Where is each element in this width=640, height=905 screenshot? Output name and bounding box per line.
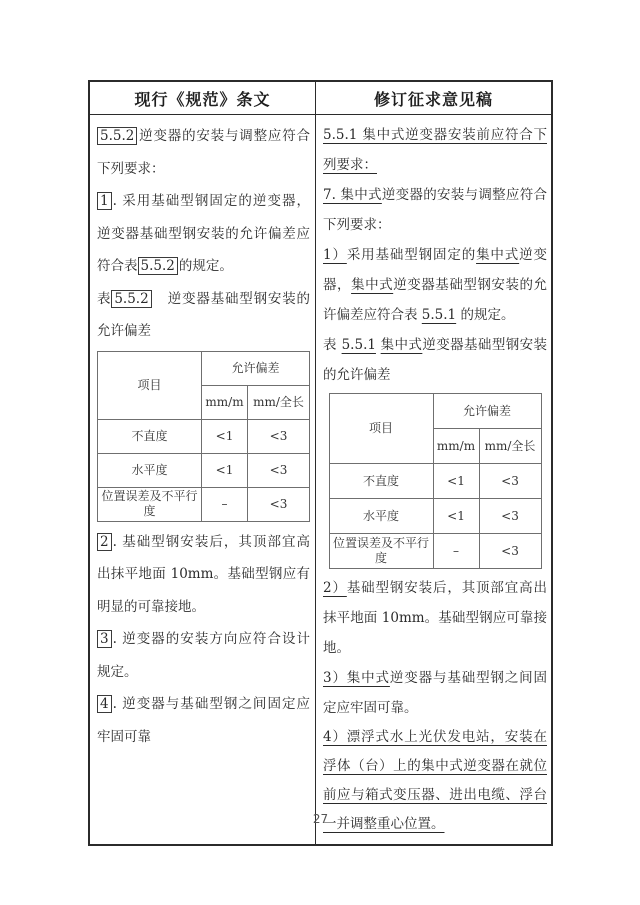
- text-segment: 采用基础型钢固定的: [346, 247, 477, 263]
- cell-row-item: 水平度: [98, 453, 202, 487]
- clause-intro-paragraph: [97, 120, 310, 185]
- text-segment: 5.5.1: [421, 307, 457, 323]
- cell-row-value: –: [433, 534, 479, 569]
- revised-item1-paragraph: [323, 240, 547, 330]
- clause-item3-paragraph: [97, 623, 310, 688]
- cell-row-value: <1: [202, 419, 248, 453]
- tolerance-table-revised: [329, 393, 542, 569]
- text-segment: 5.5.2: [97, 127, 137, 145]
- text-segment: 5.5.2: [138, 257, 178, 275]
- cell-unit-mm-per-m: mm/m: [202, 385, 248, 419]
- text-segment: 集中式: [476, 247, 520, 263]
- text-segment: 集中式: [351, 277, 394, 293]
- table-row: [329, 394, 541, 429]
- text-segment: 的规定。: [178, 258, 233, 274]
- cell-row-value: <3: [248, 487, 310, 521]
- column-header-current-spec: 现行《规范》条文: [90, 82, 316, 114]
- cell-row-value: <1: [202, 453, 248, 487]
- revised-item7-paragraph: [323, 180, 547, 240]
- table-caption: [323, 330, 547, 390]
- table-body-row: [90, 115, 551, 844]
- spec-comparison-table: [88, 80, 553, 846]
- table-row: [329, 534, 541, 569]
- column-header-revision-draft: 修订征求意见稿: [373, 90, 493, 109]
- revision-draft-column: [316, 115, 551, 844]
- text-segment: 3: [97, 630, 112, 648]
- cell-unit-mm-per-m: mm/m: [433, 429, 479, 464]
- text-segment: 1: [97, 192, 112, 210]
- text-segment: 逆变器的安装与调整应符合下列要求：: [97, 128, 310, 177]
- text-segment: 逆变器的安装与调整应符合下列要求：: [323, 187, 548, 233]
- cell-deviation-header: 允许偏差: [202, 351, 310, 385]
- text-segment: 5.5.1 集中式逆变器安装前应符合下列要求：: [323, 127, 547, 173]
- clause-item4-paragraph: [97, 688, 310, 753]
- text-segment: 的规定。: [456, 307, 515, 323]
- text-segment: 表: [323, 337, 342, 353]
- text-segment: . 逆变器与基础型钢之间固定应牢固可靠: [97, 696, 310, 745]
- text-segment: 2: [97, 533, 112, 551]
- text-segment: 1）: [323, 247, 347, 263]
- table-row: [98, 419, 310, 453]
- cell-deviation-header: 允许偏差: [433, 394, 541, 429]
- table-row: [98, 487, 310, 521]
- text-segment: . 采用基础型钢固定的逆变器，逆变器基础型钢安装的允许偏差应符合表: [97, 193, 310, 274]
- text-segment: 5.5.2: [111, 290, 151, 308]
- cell-row-value: <3: [248, 419, 310, 453]
- current-spec-column: [90, 115, 316, 844]
- cell-row-item: 位置误差及不平行度: [329, 534, 433, 569]
- revised-heading-paragraph: [323, 120, 547, 180]
- cell-row-value: <3: [248, 453, 310, 487]
- cell-item-header: 项目: [98, 351, 202, 419]
- table-header-row: [90, 82, 551, 115]
- text-segment: 4）漂浮式水上光伏发电站，安装在浮体（台）上的集中式逆变器在就位前应与箱式变压器、进出电缆、浮台一并调整重心位置。: [323, 729, 547, 832]
- cell-row-value: <1: [433, 464, 479, 499]
- cell-row-item: 水平度: [329, 499, 433, 534]
- revised-item2-paragraph: [323, 573, 547, 663]
- text-segment: 5.5.1: [341, 337, 376, 353]
- cell-row-value: <3: [479, 464, 541, 499]
- tolerance-table-current: [97, 351, 310, 522]
- cell-row-item: 位置误差及不平行度: [98, 487, 202, 521]
- cell-row-value: –: [202, 487, 248, 521]
- table-row: [329, 464, 541, 499]
- clause-item2-paragraph: [97, 526, 310, 624]
- text-segment: . 逆变器的安装方向应符合设计规定。: [97, 631, 310, 680]
- text-segment: 集中式: [380, 337, 423, 353]
- text-segment: 7. 集中式: [323, 187, 382, 203]
- cell-row-value: <3: [479, 499, 541, 534]
- clause-item1-paragraph: [97, 185, 310, 283]
- text-segment: 逆变器基础型钢安装的允许偏差应符合表: [323, 277, 548, 323]
- table-row: [98, 453, 310, 487]
- text-segment: 3）集中式: [323, 670, 390, 686]
- revised-item3-paragraph: [323, 663, 547, 723]
- cell-row-value: <1: [433, 499, 479, 534]
- text-segment: 逆变器，: [323, 247, 548, 293]
- cell-unit-mm-full-length: mm/全长: [248, 385, 310, 419]
- cell-row-item: 不直度: [98, 419, 202, 453]
- text-segment: 逆变器与基础型钢之间固定应牢固可靠。: [323, 670, 548, 716]
- table-row: [329, 499, 541, 534]
- cell-item-header: 项目: [329, 394, 433, 464]
- cell-unit-mm-full-length: mm/全长: [479, 429, 541, 464]
- text-segment: 逆变器基础型钢安装的允许偏差: [323, 337, 548, 383]
- cell-row-value: <3: [479, 534, 541, 569]
- text-segment: 基础型钢安装后，其顶部宜高出抹平地面 10mm。基础型钢应可靠接地。: [323, 580, 547, 656]
- page-number: 27: [312, 812, 329, 826]
- text-segment: 表: [97, 290, 112, 307]
- text-segment: 逆变器基础型钢安装的允许偏差: [97, 290, 311, 339]
- text-segment: 2）: [323, 580, 347, 596]
- text-segment: . 基础型钢安装后，其顶部宜高出抹平地面 10mm。基础型钢应有明显的可靠接地。: [97, 533, 310, 615]
- table-row: [98, 351, 310, 385]
- text-segment: 4: [97, 695, 112, 713]
- cell-row-item: 不直度: [329, 464, 433, 499]
- table-caption: [97, 283, 310, 348]
